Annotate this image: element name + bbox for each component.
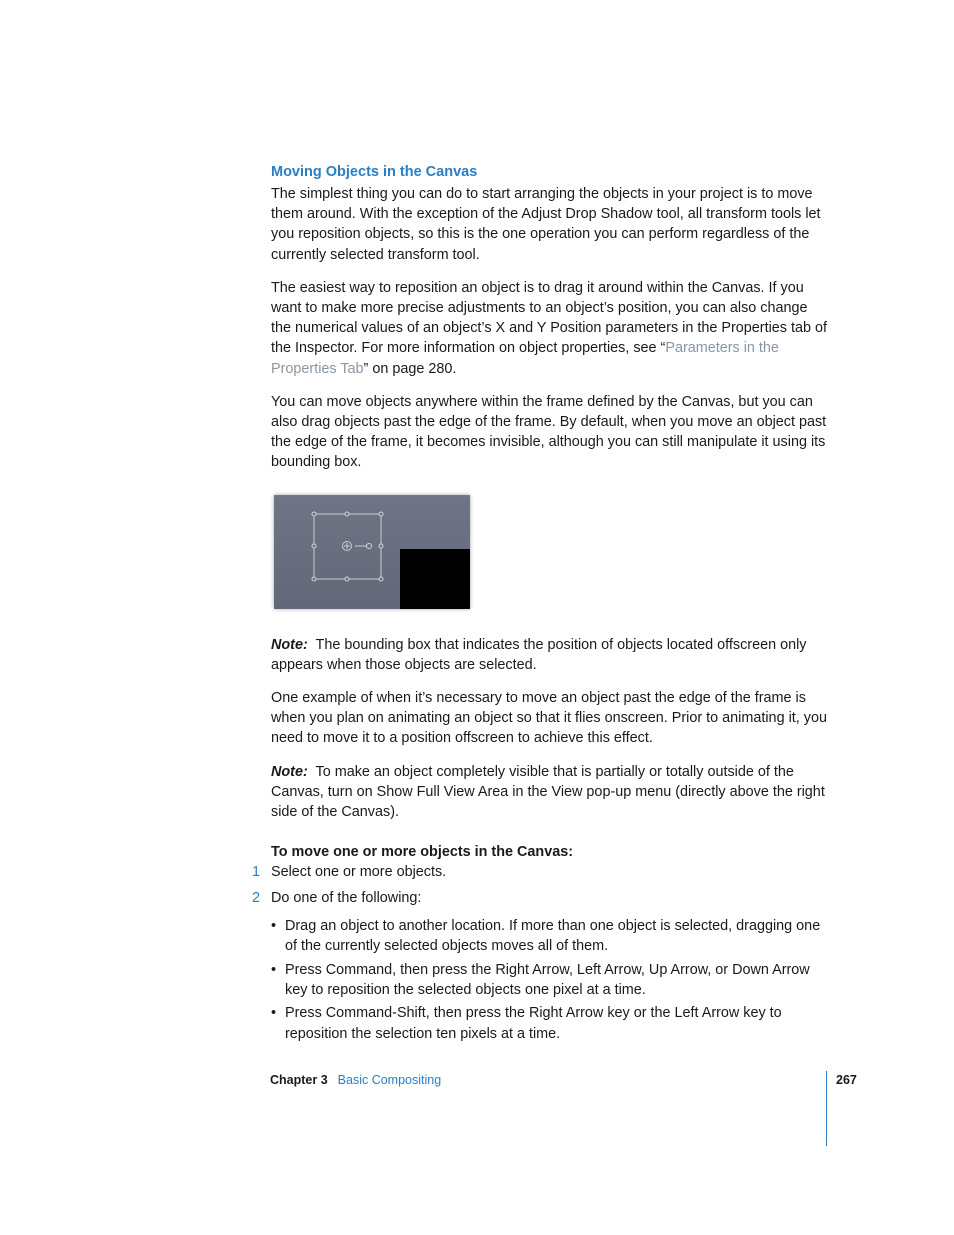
note-1-text: The bounding box that indicates the position of objects located offscreen only appears when those objects are selected. (271, 636, 807, 673)
edge-handle (379, 544, 383, 548)
options-list (271, 916, 831, 1044)
paragraph-2-text-after: ” on page 280. (363, 360, 457, 377)
list-item (271, 1003, 831, 1043)
list-item (271, 916, 831, 956)
procedure-title: To move one or more objects in the Canvas: (271, 844, 573, 861)
bullet: • (271, 1005, 277, 1022)
paragraph-4: One example of when it’s necessary to move an object past the edge of the frame is when you plan on animating an object so that it flies onscreen. Prior to animating it, you need to move it to a position offscreen to achieve this effect. (271, 690, 827, 747)
page-footer (270, 1073, 441, 1087)
footer-chapter-title[interactable]: Basic Compositing (337, 1073, 442, 1087)
step-1 (252, 862, 831, 882)
list-item-text: Press Command, then press the Right Arrow, Left Arrow, Up Arrow, or Down Arrow key to reposition the selected objects one pixel at a time. (285, 961, 810, 998)
section-heading: Moving Objects in the Canvas (271, 164, 478, 180)
paragraph-2 (271, 278, 831, 379)
edge-handle (345, 512, 349, 516)
page-content (252, 162, 831, 1047)
bullet: • (271, 961, 277, 978)
note-2-label: Note: (271, 763, 308, 780)
corner-handle (379, 512, 383, 516)
page-number: 267 (836, 1073, 857, 1087)
note-2 (271, 762, 831, 823)
step-2 (252, 888, 831, 908)
list-item-text: Drag an object to another location. If more than one object is selected, dragging one of the currently selected objects moves all of them. (285, 917, 821, 954)
bullet: • (271, 917, 277, 934)
paragraph-2-text-before: The easiest way to reposition an object is to drag it around within the Canvas. If you want to make more precise adjustments to an object’s position, you can also change the numerical values of an object’s X and Y Position parameters in the Properties tab of the Inspector. For more information on object properties, see “ (271, 279, 827, 357)
paragraph-1: The simplest thing you can do to start arranging the objects in your project is to move them around. With the exception of the Adjust Drop Shadow tool, all transform tools let you reposition objects, so this is the one operation you can perform regardless of the currently selected transform tool. (271, 186, 821, 263)
corner-handle (312, 577, 316, 581)
list-item-text: Press Command-Shift, then press the Right Arrow key or the Left Arrow key to reposition the selection ten pixels at a time. (285, 1005, 782, 1042)
step-number: 2 (252, 890, 261, 907)
corner-handle (312, 512, 316, 516)
offscreen-area (400, 549, 470, 609)
footer-chapter: Chapter 3 (270, 1073, 328, 1087)
note-1-label: Note: (271, 636, 308, 653)
note-2-text: To make an object completely visible that is partially or totally outside of the Canvas, turn on Show Full View Area in the View pop-up menu (directly above the right side of the Canvas). (271, 763, 825, 821)
note-1 (271, 635, 831, 675)
step-text: Select one or more objects. (271, 864, 447, 881)
canvas-bounding-box-figure (274, 495, 470, 609)
footer-divider (826, 1071, 827, 1146)
edge-handle (312, 544, 316, 548)
rotation-handle (367, 543, 372, 548)
paragraph-3: You can move objects anywhere within the frame defined by the Canvas, but you can also drag objects past the edge of the frame. By default, when you move an object past the edge of the frame, it becomes invisible, although you can still manipulate it using its bounding box. (271, 393, 827, 471)
step-number: 1 (252, 864, 261, 881)
edge-handle (345, 577, 349, 581)
step-text: Do one of the following: (271, 890, 422, 907)
corner-handle (379, 577, 383, 581)
list-item (271, 960, 831, 1000)
cross-reference-link[interactable]: Parameters in the Properties Tab (271, 340, 779, 377)
